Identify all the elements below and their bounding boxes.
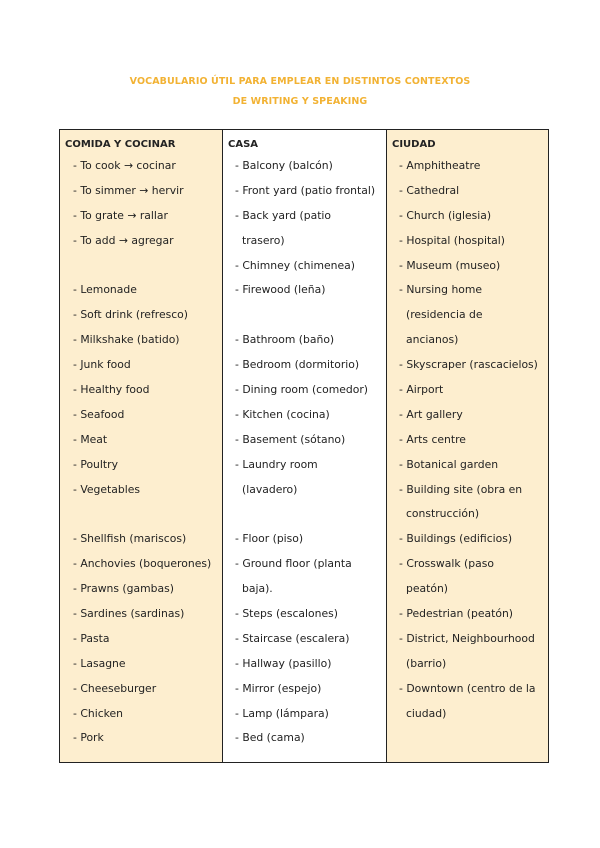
vocab-item: - Crosswalk (paso [399, 557, 494, 571]
vocab-item [60, 502, 222, 527]
vocab-item: - Steps (escalones) [235, 607, 338, 621]
vocab-item: - Bathroom (baño) [235, 333, 335, 347]
vocab-item: - Poultry [73, 457, 118, 471]
vocab-item: baja). [242, 582, 273, 596]
vocab-item: - Lasagne [73, 656, 126, 670]
vocab-item: - Kitchen (cocina) [235, 407, 330, 421]
vocab-item: - To simmer → hervir [73, 183, 184, 197]
vocab-item: - Nursing home [399, 283, 483, 297]
vocab-item: - Balcony (balcón) [235, 159, 333, 172]
vocab-item: construcción) [406, 507, 480, 521]
vocab-item: - Pork [73, 731, 104, 745]
vocab-item: - Laundry room [235, 457, 318, 471]
vocab-item: trasero) [242, 233, 285, 247]
vocab-list [387, 154, 548, 726]
vocab-item: - Vegetables [73, 482, 140, 496]
vocab-item: - Cathedral [399, 183, 460, 197]
vocab-item [223, 303, 386, 328]
vocab-item: ancianos) [406, 333, 459, 347]
vocab-item: - Prawns (gambas) [73, 582, 174, 596]
column-header: COMIDA Y COCINAR [65, 139, 176, 150]
vocab-item: - Back yard (patio [235, 208, 332, 222]
vocab-item: - Building site (obra en [399, 482, 523, 496]
vocab-item: - Sardines (sardinas) [73, 607, 185, 621]
vocab-item: - Arts centre [399, 432, 466, 446]
vocab-item: - Art gallery [399, 407, 463, 421]
vocab-item: - Anchovies (boquerones) [73, 557, 212, 571]
vocab-item: (barrio) [406, 656, 447, 670]
vocab-item: - Front yard (patio frontal) [235, 183, 376, 197]
vocab-item: - District, Neighbourhood [399, 631, 535, 645]
vocab-item: (lavadero) [242, 482, 298, 496]
column-header: CIUDAD [392, 139, 436, 150]
vocab-item: - Lemonade [73, 283, 137, 297]
vocab-item: - Seafood [73, 407, 125, 421]
vocab-item: - Hospital (hospital) [399, 233, 506, 247]
vocab-item: ciudad) [406, 706, 447, 720]
page-title: VOCABULARIO ÚTIL PARA EMPLEAR EN DISTINTOS CONTEXTOS [129, 76, 471, 87]
vocab-item: - Airport [399, 383, 444, 397]
column-comida-y-cocinar [60, 130, 223, 762]
column-header: CASA [228, 139, 259, 150]
vocab-item: - Floor (piso) [235, 532, 304, 546]
vocab-item: - Buildings (edificios) [399, 532, 513, 546]
vocab-item: - Milkshake (batido) [73, 333, 180, 347]
vocab-item: - Chimney (chimenea) [235, 258, 355, 272]
vocab-item: - Firewood (leña) [235, 283, 326, 297]
vocab-item: - Staircase (escalera) [235, 631, 350, 645]
vocab-item: - Ground floor (planta [235, 557, 352, 571]
vocab-item: - Healthy food [73, 383, 150, 397]
vocab-item [223, 502, 386, 527]
vocabulary-table [59, 129, 549, 763]
vocab-item: - Shellfish (mariscos) [73, 532, 187, 546]
vocab-item: - Mirror (espejo) [235, 681, 322, 695]
vocab-item: - To add → agregar [73, 233, 174, 247]
vocab-item: - To cook → cocinar [73, 159, 176, 172]
vocab-item: - Hallway (pasillo) [235, 656, 332, 670]
vocab-item: - Dining room (comedor) [235, 383, 368, 397]
vocab-item: - Botanical garden [399, 457, 499, 471]
vocab-list [223, 154, 386, 751]
vocab-item: - Bedroom (dormitorio) [235, 358, 360, 372]
vocab-item: - Bed (cama) [235, 731, 305, 745]
vocab-item: peatón) [406, 582, 449, 596]
vocab-item: - Museum (museo) [399, 258, 501, 272]
page-subtitle: DE WRITING Y SPEAKING [232, 96, 368, 107]
vocab-item: - To grate → rallar [73, 208, 168, 222]
vocab-item: - Chicken [73, 706, 123, 720]
vocab-list [60, 154, 222, 751]
vocab-item: - Downtown (centro de la [399, 681, 536, 695]
vocab-item: (residencia de [406, 308, 483, 322]
vocab-item: - Skyscraper (rascacielos) [399, 358, 538, 372]
column-casa [223, 130, 387, 762]
vocab-item: - Church (iglesia) [399, 208, 492, 222]
vocab-item: - Pedestrian (peatón) [399, 607, 513, 621]
vocab-item: - Soft drink (refresco) [73, 308, 188, 322]
column-ciudad [387, 130, 548, 762]
vocab-item: - Basement (sótano) [235, 432, 346, 446]
vocab-item: - Lamp (lámpara) [235, 706, 329, 720]
vocab-item: - Amphitheatre [399, 159, 481, 172]
vocab-item: - Pasta [73, 631, 110, 645]
vocab-item: - Junk food [73, 358, 131, 372]
vocab-item: - Meat [73, 432, 108, 446]
vocab-item [60, 254, 222, 279]
vocab-item: - Cheeseburger [73, 681, 157, 695]
